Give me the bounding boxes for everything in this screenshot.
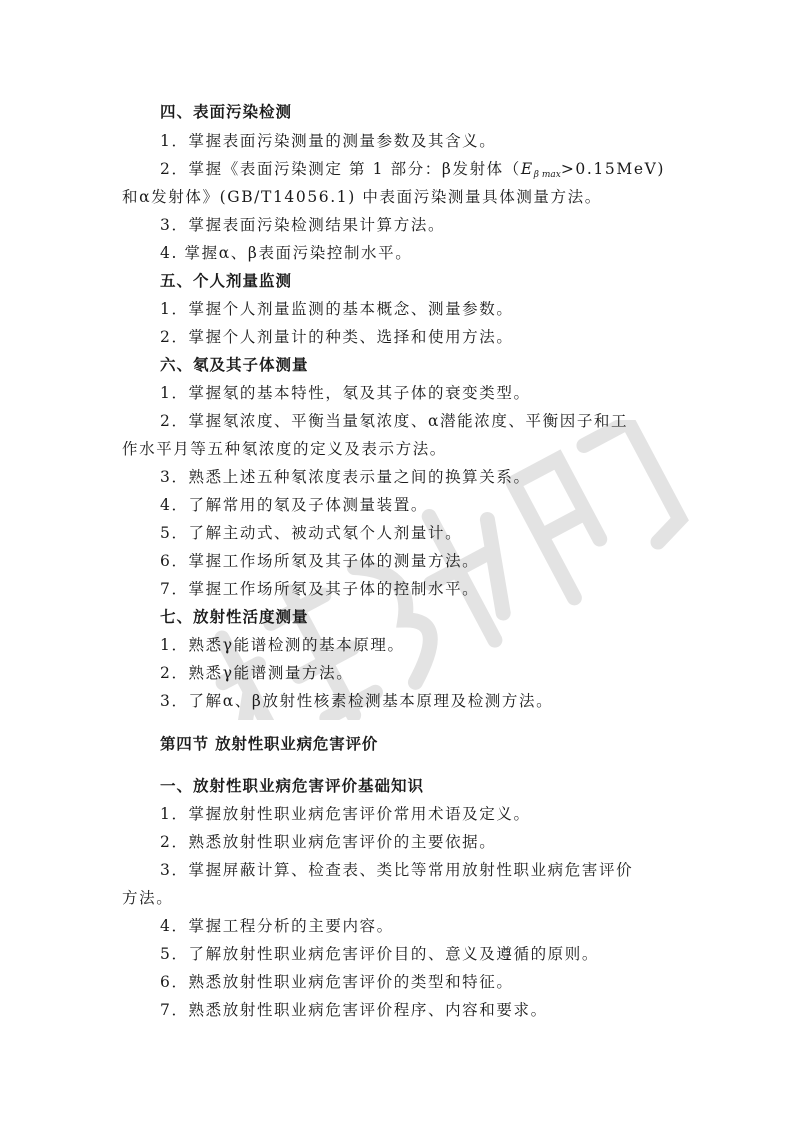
list-item: 3．掌握屏蔽计算、检查表、类比等常用放射性职业病危害评价 [160,861,634,879]
list-item-text: 2．掌握《表面污染测定 第 1 部分：β发射体（ [160,160,521,178]
list-item-continuation: 方法。 [122,889,174,907]
list-item: 5．了解放射性职业病危害评价目的、意义及遵循的原则。 [160,945,599,963]
list-item: 2．熟悉放射性职业病危害评价的主要依据。 [160,833,497,851]
list-item: 6．掌握工作场所氡及其子体的测量方法。 [160,552,480,570]
list-item: 7．熟悉放射性职业病危害评价程序、内容和要求。 [160,1001,548,1019]
section-heading-activity: 七、放射性活度测量 [160,608,309,626]
section-heading-basics: 一、放射性职业病危害评价基础知识 [160,777,425,795]
list-item: 2．掌握个人剂量计的种类、选择和使用方法。 [160,328,514,346]
list-item: 1．熟悉γ能谱检测的基本原理。 [160,636,405,654]
list-item: 3．掌握表面污染检测结果计算方法。 [160,216,446,234]
list-item: 6．熟悉放射性职业病危害评价的类型和特征。 [160,973,514,991]
list-item: 5．了解主动式、被动式氡个人剂量计。 [160,524,463,542]
list-item-continuation: 作水平月等五种氡浓度的定义及表示方法。 [122,440,447,458]
energy-subscript: β max [533,170,561,180]
list-item: 2．熟悉γ能谱测量方法。 [160,664,354,682]
list-item-continuation: 和α发射体》(GB/T14056.1) 中表面污染测量具体测量方法。 [122,188,602,206]
list-item: 1．掌握氡的基本特性，氡及其子体的衰变类型。 [160,384,531,402]
list-item [0,159,793,185]
list-item: 3．了解α、β放射性核素检测基本原理及检测方法。 [160,692,554,710]
section-heading-radon: 六、氡及其子体测量 [160,356,309,374]
list-item: 1．掌握放射性职业病危害评价常用术语及定义。 [160,805,531,823]
section-heading-personal-dose: 五、个人剂量监测 [160,272,293,290]
list-item: 4．掌握工程分析的主要内容。 [160,917,394,935]
list-item: 7．掌握工作场所氡及其子体的控制水平。 [160,580,480,598]
list-item-text-end: >0.15MeV) [560,160,666,178]
list-item: 2．掌握氡浓度、平衡当量氡浓度、α潜能浓度、平衡因子和工 [160,412,629,430]
list-item: 4. 掌握α、β表面污染控制水平。 [160,244,413,262]
list-item: 1．掌握个人剂量监测的基本概念、测量参数。 [160,300,514,318]
chapter-section-title: 第四节 放射性职业病危害评价 [160,735,379,753]
section-heading-surface-contamination: 四、表面污染检测 [160,103,293,121]
list-item: 4．了解常用的氡及子体测量装置。 [160,496,428,514]
list-item: 3．熟悉上述五种氡浓度表示量之间的换算关系。 [160,468,531,486]
list-item: 1．掌握表面污染测量的测量参数及其含义。 [160,132,497,150]
energy-symbol: E [520,160,534,178]
